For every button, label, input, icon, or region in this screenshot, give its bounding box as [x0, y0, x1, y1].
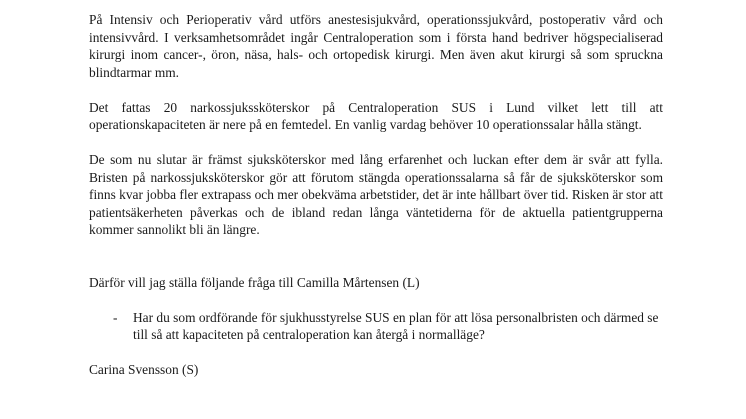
- paragraph-consequences: De som nu slutar är främst sjuksköterskor med lång erfarenhet och luckan efter dem är svår att fylla. Bristen på narkossjuksköterskor gör att förutom stängda operationssalarna så får de sjuksköterskor som finns kvar jobba fler extrapass och mer obekväma arbetstider, det är inte hållbart över tid. Risken är stor att patientsäkerheten påverkas och de ibland redan långa väntetiderna för de aktuella patientgrupperna kommer sannolikt bli än längre.: [89, 152, 663, 237]
- document-page: [89, 11, 663, 392]
- question-text: Har du som ordförande för sjukhusstyrelse SUS en plan för att lösa personalbristen och därmed se till så att kapaciteten på centraloperation kan återgå i normalläge?: [133, 309, 659, 342]
- question-intro: Därför vill jag ställa följande fråga till Camilla Mårtensen (L): [89, 274, 420, 290]
- question-list-item: [89, 309, 663, 344]
- signature: Carina Svensson (S): [89, 362, 199, 377]
- paragraph-staff-shortage: Det fattas 20 narkossjukssköterskor på Centraloperation SUS i Lund vilket lett till att operationskapaciteten är nere på en femtedel. En vanlig vardag behöver 10 operationssalar hålla stängt.: [89, 99, 663, 132]
- list-dash: -: [113, 309, 118, 325]
- paragraph-intensive-care: På Intensiv och Perioperativ vård utförs anestesisjukvård, operationssjukvård, postoperativ vård och intensivvård. I verksamhetsområdet ingår Centraloperation som i första hand bedriver högspecialiserad kirurgi inom cancer-, öron, näsa, hals- och ortopedisk kirurgi. Men även akut kirurgi så som spruckna blindtarmar mm.: [89, 12, 663, 80]
